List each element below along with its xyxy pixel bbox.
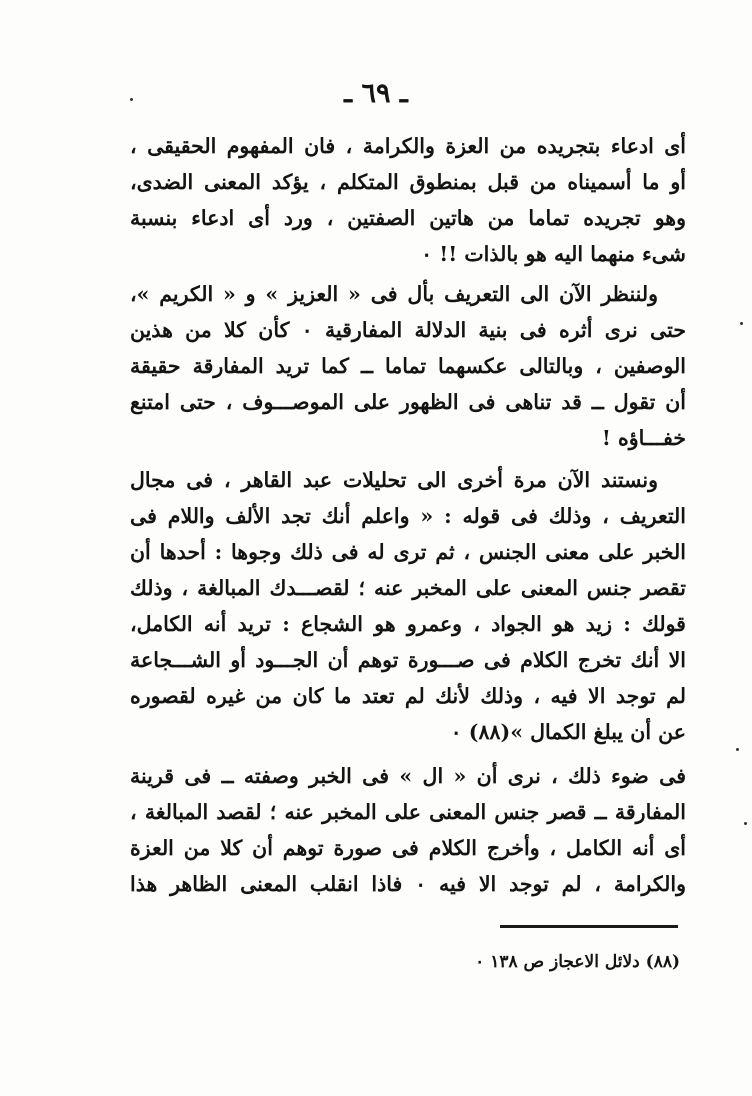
text-line: وهو تجريده تماما من هاتين الصفتين ، ورد أى ادعاء بنسبة <box>130 206 686 230</box>
page-number: ـ ٦٩ ـ <box>344 78 408 109</box>
scan-speck <box>736 748 739 751</box>
scan-speck <box>130 98 133 101</box>
text-line: حتى نرى أثره فى بنية الدلالة المفارقية ٠ كأن كلا من هذين <box>130 318 686 342</box>
paragraph-1 <box>130 128 686 272</box>
text-line: أن تقول ــ قد تناهى فى الظهور على الموصـــوف ، حتى امتنع <box>130 390 686 414</box>
text-line: التعريف ، وذلك فى قوله : « واعلم أنك تجد الألف واللام فى <box>130 504 686 528</box>
scan-speck <box>740 322 743 325</box>
text-line: أى ادعاء بتجريده من العزة والكرامة ، فان المفهوم الحقيقى ، <box>130 134 686 158</box>
text-line: الخبر على معنى الجنس ، ثم ترى له فى ذلك وجوها : أحدها أن <box>130 540 686 564</box>
text-line: أى أنه الكامل ، وأخرج الكلام فى صورة توهم أن كلا من العزة <box>130 836 686 860</box>
text-line: الوصفين ، وبالتالى عكسهما تماما ــ كما تريد المفارقة حقيقة <box>130 354 686 378</box>
footnote: (٨٨) دلائل الاعجاز ص ١٣٨ ٠ <box>475 952 680 972</box>
scan-speck <box>744 822 747 825</box>
paragraph-3 <box>130 462 686 750</box>
text-line: الا أنك تخرج الكلام فى صـــورة توهم أن الجـــود أو الشـــجاعة <box>130 648 686 672</box>
text-line: قولك : زيد هو الجواد ، وعمرو هو الشجاع : تريد أنه الكامل، <box>130 612 686 636</box>
text-line: شىء منهما اليه هو بالذات !! ٠ <box>421 242 686 266</box>
text-line: والكرامة ، لم توجد الا فيه ٠ فاذا انقلب المعنى الظاهر هذا <box>130 872 686 896</box>
text-line: خفـــاؤه ! <box>601 426 686 450</box>
footnote-divider <box>500 925 678 928</box>
text-line: أو ما أسميناه من قبل بمنطوق المتكلم ، يؤكد المعنى الضدى، <box>130 170 686 194</box>
text-line: تقصر جنس المعنى على المخبر عنه ؛ لقصـــدك المبالغة ، وذلك <box>130 576 686 600</box>
text-line: ولننظر الآن الى التعريف بأل فى « العزيز » و « الكريم »، <box>130 282 658 306</box>
text-line: عن أن يبلغ الكمال »(٨٨) ٠ <box>450 720 686 744</box>
paragraph-4 <box>130 758 686 902</box>
text-line: لم توجد الا فيه ، وذلك لأنك لم تعتد ما كان من غيره لقصوره <box>130 684 686 708</box>
text-line: ونستند الآن مرة أخرى الى تحليلات عبد القاهر ، فى مجال <box>130 468 658 492</box>
text-line: المفارقة ــ قصر جنس المعنى على المخبر عنه ؛ لقصد المبالغة ، <box>130 800 686 824</box>
paragraph-2 <box>130 276 686 456</box>
text-line: فى ضوء ذلك ، نرى أن « ال » فى الخبر وصفته ــ فى قرينة <box>130 764 686 788</box>
